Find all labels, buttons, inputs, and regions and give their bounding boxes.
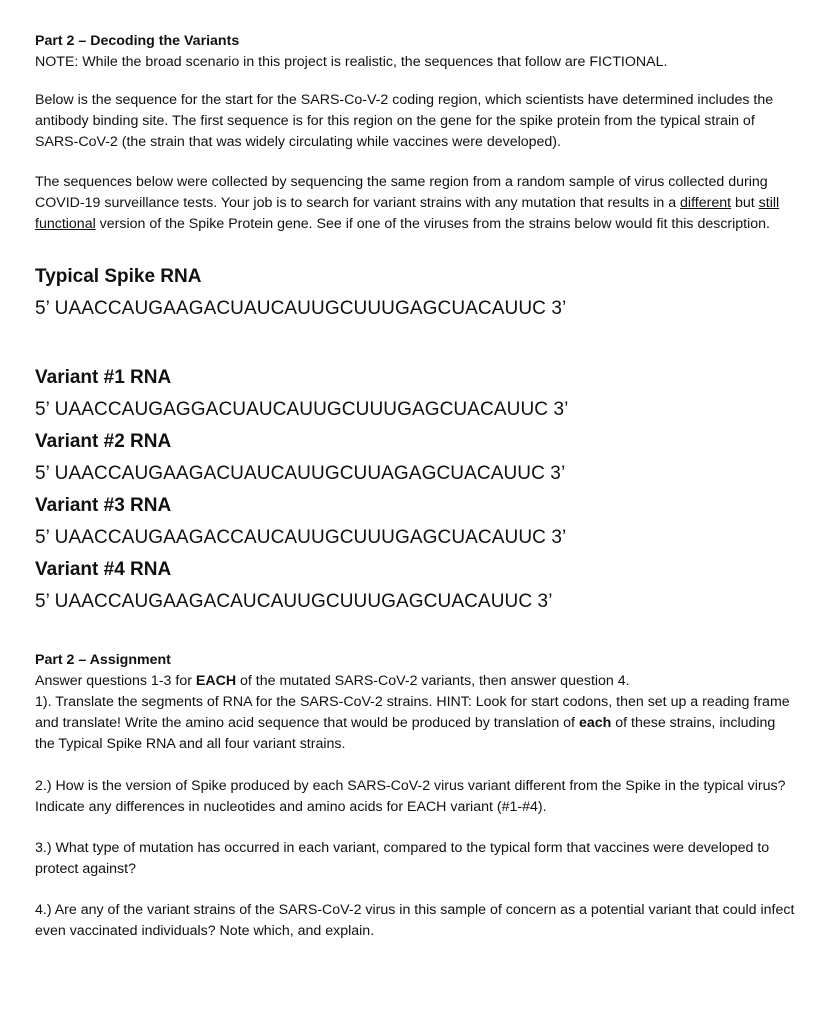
variant-3-sequence: 5’ UAACCAUGAAGACCAUCAUUGCUUUGAGCUACAUUC 3’ (35, 527, 567, 548)
variant-1-sequence: 5’ UAACCAUGAGGACUAUCAUUGCUUUGAGCUACAUUC 3’ (35, 399, 569, 420)
instr-text-a: Answer questions 1-3 for (35, 673, 196, 689)
typical-title: Typical Spike RNA (35, 266, 202, 287)
intro-paragraph-1: Below is the sequence for the start for the SARS-Co-V-2 coding region, which scientists have determined includes the antibody binding site. The first sequence is for this region on the gene for the spike protein from the typical strain of SARS-CoV-2 (the strain that was widely circulating while vaccines were developed). (35, 92, 774, 150)
variant-2-sequence: 5’ UAACCAUGAAGACUAUCAUUGCUUAGAGCUACAUUC 3’ (35, 463, 566, 484)
q1-text-b: of these strains, including the Typical Spike RNA and all four variant strains. (35, 715, 776, 752)
assignment-instructions (35, 671, 797, 692)
variant-4-sequence: 5’ UAACCAUGAAGACAUCAUUGCUUUGAGCUACAUUC 3’ (35, 591, 553, 612)
underlined-different: different (680, 195, 732, 211)
underlined-still-functional: still functional (35, 195, 780, 232)
question-4: 4.) Are any of the variant strains of the SARS-CoV-2 virus in this sample of concern as a potential variant that could infect even vaccinated individuals? Note which, and explain. (35, 902, 795, 939)
instr-text-b: of the mutated SARS-CoV-2 variants, then answer question 4. (236, 673, 630, 689)
intro-p2-text-b: but (731, 195, 759, 211)
question-3: 3.) What type of mutation has occurred in each variant, compared to the typical form that vaccines were developed to protect against? (35, 840, 770, 877)
variant-4-title: Variant #4 RNA (35, 559, 172, 580)
q1-text-a: 1). Translate the segments of RNA for the SARS-CoV-2 strains. HINT: Look for start codons, then set up a reading frame and translate! Write the amino acid sequence that would be produced by translation of (35, 694, 790, 731)
typical-sequence-block (35, 265, 797, 321)
q1-bold-each: each (578, 715, 612, 731)
variants-block (35, 366, 797, 614)
part2-heading: Part 2 – Decoding the Variants (35, 33, 240, 49)
assignment-heading: Part 2 – Assignment (35, 652, 171, 668)
fiction-note: NOTE: While the broad scenario in this project is realistic, the sequences that follow are FICTIONAL. (35, 54, 668, 70)
instr-bold-each: EACH (195, 673, 237, 689)
assignment-block (35, 650, 797, 942)
intro-paragraph-2 (35, 172, 797, 235)
question-2: 2.) How is the version of Spike produced by each SARS-CoV-2 virus variant different from the Spike in the typical virus? Indicate any differences in nucleotides and amino acids for EACH variant (#1-#4). (35, 778, 786, 815)
variant-3-title: Variant #3 RNA (35, 495, 172, 516)
typical-sequence: 5’ UAACCAUGAAGACUAUCAUUGCUUUGAGCUACAUUC 3’ (35, 298, 567, 319)
variant-2-title: Variant #2 RNA (35, 431, 172, 452)
variant-1-title: Variant #1 RNA (35, 367, 172, 388)
intro-p2-text-c: version of the Spike Protein gene. See if one of the viruses from the strains below would fit this description. (95, 216, 770, 232)
intro-p2-text-a: The sequences below were collected by sequencing the same region from a random sample of virus collected during COVID-19 surveillance tests. Your job is to search for variant strains with any mutation that results in a (35, 174, 768, 211)
question-1 (35, 692, 797, 755)
